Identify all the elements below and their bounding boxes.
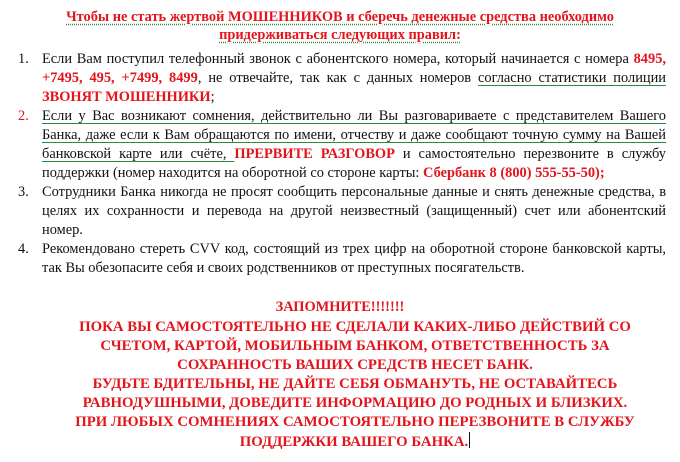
warning-line: БУДЬТЕ БДИТЕЛЬНЫ, НЕ ДАЙТЕ СЕБЯ ОБМАНУТЬ, НЕ ОСТАВАЙТЕСЬ [92,376,618,392]
rule-text: Сотрудники Банка никогда не просят сообщить персональные данные и снять денежные средства, в целях их сохранности и перевода на другой неизвестный (защищенный) счет или абонентский номер. [42,184,666,238]
rule-text: Если Вам поступил телефонный звонок с абонентского номера, который начинается с номера [42,51,634,67]
rule-number: 4. [18,241,29,257]
rule-item-3 [0,183,680,240]
rule-item-2 [0,107,680,183]
rule-number: 3. [18,184,29,200]
rule-number: 2. [18,108,29,124]
rule-underlined-text: согласно статистики полиции [477,70,667,86]
title-line-1: Чтобы не стать жертвой МОШЕННИКОВ и сберечь денежные средства необходимо [66,9,614,25]
warning-line-last: ПОДДЕРЖКИ ВАШЕГО БАНКА. [239,434,469,450]
title-line-2: придерживаться следующих правил: [219,27,461,43]
fraud-phone-prefixes: 8495, +7495, 495, +7499, 8499 [42,51,666,86]
document-title [20,8,660,44]
rule-item-1: 1. Если Вам поступил телефонный звонок с абонентского номера, который начинается с номера 8495, +7495, 495, +7499, 8499, не отвечайте, так как с данных номеров согласно статистики полиции ЗВОНЯТ МОШЕННИКИ; [18,51,667,105]
support-phone: Сбербанк 8 (800) 555-55-50); [423,165,605,181]
warning-line: ПРИ ЛЮБЫХ СОМНЕНИЯХ САМОСТОЯТЕЛЬНО ПЕРЕЗВОНИТЕ В СЛУЖБУ [75,414,635,430]
warning-line: ПОКА ВЫ САМОСТОЯТЕЛЬНО НЕ СДЕЛАЛИ КАКИХ-ЛИБО ДЕЙСТВИЙ СО [79,319,631,335]
rule-text: , не отвечайте, так как с данных номеров [197,70,478,86]
remember-heading: ЗАПОМНИТЕ!!!!!!! [275,299,405,315]
rules-list [0,50,680,278]
rule-item-4 [0,240,680,278]
warning-line: СЧЕТОМ, КАРТОЙ, МОБИЛЬНЫМ БАНКОМ, ОТВЕТСТВЕННОСТЬ ЗА [100,338,610,354]
text-cursor [469,432,470,448]
rule-text: и самостоятельно перезвоните в службу поддержки (номер находится на оборотной со стороне карты: [42,146,666,181]
fraud-warning-text: ЗВОНЯТ МОШЕННИКИ [42,89,211,105]
hang-up-warning: ПРЕРВИТЕ РАЗГОВОР [234,146,395,162]
warning-line: СОХРАННОСТЬ ВАШИХ СРЕДСТВ НЕСЕТ БАНК. [177,357,533,373]
rule-text: Если у Вас возникают сомнения, действительно ли Вы разговариваете с представителем Вашего Банка, даже если к Вам обращаются по имени, отчеству и даже сообщают точную сумму на Вашей банковской карте или счёте, [42,108,666,162]
warning-line: РАВНОДУШНЫМИ, ДОВЕДИТЕ ИНФОРМАЦИЮ ДО РОДНЫХ И БЛИЗКИХ. [82,395,628,411]
final-warning-block [70,318,640,452]
rule-text: Рекомендовано стереть CVV код, состоящий из трех цифр на оборотной стороне банковской карты, так Вы обезопасите себя и своих родственников от преступных посягательств. [42,241,666,276]
rule-number: 1. [18,51,29,67]
